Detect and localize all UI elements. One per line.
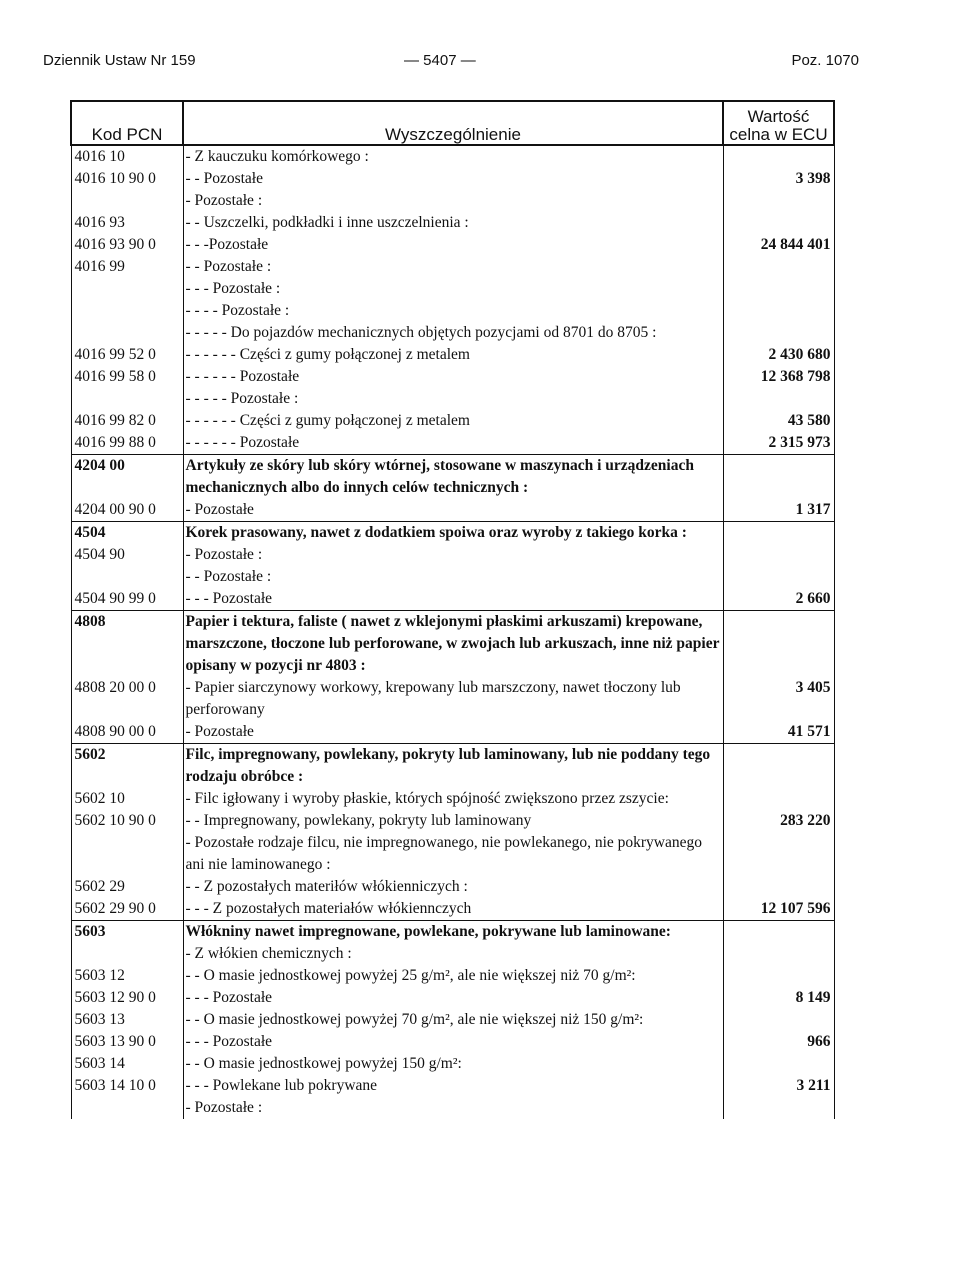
value-cell bbox=[723, 788, 834, 810]
value-cell bbox=[723, 278, 834, 300]
code-cell-text: 4808 90 00 0 bbox=[74, 723, 156, 740]
code-cell bbox=[71, 788, 183, 810]
value-cell bbox=[723, 300, 834, 322]
code-cell bbox=[71, 544, 183, 566]
description-cell bbox=[183, 611, 723, 678]
table-body bbox=[71, 145, 834, 1119]
code-cell-text: 4504 90 bbox=[74, 546, 125, 563]
value-cell bbox=[723, 1075, 834, 1097]
code-cell-text: 5603 13 bbox=[74, 1011, 125, 1028]
table-row bbox=[71, 344, 834, 366]
description-cell-text: - Pozostałe : bbox=[185, 1099, 263, 1116]
code-cell bbox=[71, 987, 183, 1009]
description-cell bbox=[183, 788, 723, 810]
value-cell-text: 283 220 bbox=[780, 812, 831, 829]
table-row bbox=[71, 388, 834, 410]
description-cell bbox=[183, 388, 723, 410]
table-row bbox=[71, 168, 834, 190]
code-cell bbox=[71, 921, 183, 944]
value-cell bbox=[723, 588, 834, 611]
code-cell bbox=[71, 256, 183, 278]
description-cell-text: Korek prasowany, nawet z dodatkiem spoiwa oraz wyroby z takiego korka : bbox=[185, 524, 687, 541]
table-row bbox=[71, 322, 834, 344]
description-cell bbox=[183, 921, 723, 944]
table-row bbox=[71, 677, 834, 721]
value-cell bbox=[723, 256, 834, 278]
code-cell-text: 4016 99 bbox=[74, 258, 125, 275]
table-row bbox=[71, 588, 834, 611]
description-cell-text: - - -Pozostałe bbox=[185, 236, 269, 253]
value-cell bbox=[723, 898, 834, 921]
value-cell-text: 1 317 bbox=[795, 501, 831, 518]
table-section-row bbox=[71, 744, 834, 789]
description-cell-text: - Filc igłowany i wyroby płaskie, których spójność zwiększono przez zszycie: bbox=[185, 790, 669, 807]
column-header-description: Wyszczególnienie bbox=[183, 101, 723, 145]
code-cell-text: 5603 bbox=[74, 923, 106, 940]
value-cell bbox=[723, 234, 834, 256]
value-cell bbox=[723, 1097, 834, 1119]
description-cell bbox=[183, 1053, 723, 1075]
code-cell-text: 4808 bbox=[74, 613, 106, 630]
description-cell-text: - - - - - - Pozostałe bbox=[185, 368, 300, 385]
value-cell-text: 8 149 bbox=[795, 989, 831, 1006]
description-cell-text: - - - Z pozostałych materiałów włókiennczych bbox=[185, 900, 472, 917]
description-cell bbox=[183, 344, 723, 366]
value-cell bbox=[723, 1009, 834, 1031]
code-cell-text: 5603 14 10 0 bbox=[74, 1077, 156, 1094]
code-cell-text: 5602 29 90 0 bbox=[74, 900, 156, 917]
description-cell-text: - - - Powlekane lub pokrywane bbox=[185, 1077, 378, 1094]
description-cell bbox=[183, 410, 723, 432]
description-cell bbox=[183, 1009, 723, 1031]
table-row bbox=[71, 1031, 834, 1053]
code-cell bbox=[71, 744, 183, 789]
value-cell-text: 24 844 401 bbox=[760, 236, 831, 253]
code-cell-text: 4016 93 90 0 bbox=[74, 236, 156, 253]
code-cell bbox=[71, 432, 183, 455]
value-cell bbox=[723, 921, 834, 944]
value-cell bbox=[723, 432, 834, 455]
code-cell bbox=[71, 366, 183, 388]
table-row bbox=[71, 544, 834, 566]
table-row bbox=[71, 721, 834, 744]
description-cell-text: - Pozostałe bbox=[185, 501, 254, 518]
code-cell-text: 4504 bbox=[74, 524, 106, 541]
code-cell bbox=[71, 611, 183, 678]
code-cell bbox=[71, 943, 183, 965]
description-cell-text: - - - - Pozostałe : bbox=[185, 302, 290, 319]
value-cell bbox=[723, 721, 834, 744]
code-cell bbox=[71, 876, 183, 898]
description-cell-text: - - - - - - Części z gumy połączonej z metalem bbox=[185, 412, 470, 429]
code-cell bbox=[71, 588, 183, 611]
description-cell bbox=[183, 744, 723, 789]
value-cell-text: 3 211 bbox=[796, 1077, 831, 1094]
code-cell-text: 5603 13 90 0 bbox=[74, 1033, 156, 1050]
value-cell bbox=[723, 499, 834, 522]
code-cell bbox=[71, 190, 183, 212]
value-cell-text: 41 571 bbox=[787, 723, 831, 740]
value-cell bbox=[723, 522, 834, 545]
table-row bbox=[71, 278, 834, 300]
value-cell bbox=[723, 388, 834, 410]
value-cell bbox=[723, 876, 834, 898]
description-cell-text: - - Pozostałe bbox=[185, 170, 263, 187]
page-header bbox=[43, 52, 859, 76]
table-row bbox=[71, 300, 834, 322]
description-cell-text: - - Uszczelki, podkładki i inne uszczelnienia : bbox=[185, 214, 469, 231]
value-cell-text: 966 bbox=[807, 1033, 831, 1050]
description-cell bbox=[183, 234, 723, 256]
description-cell bbox=[183, 300, 723, 322]
description-cell bbox=[183, 965, 723, 987]
table-row bbox=[71, 810, 834, 832]
description-cell-text: - - - - - - Pozostałe bbox=[185, 434, 300, 451]
code-cell-text: 4504 90 99 0 bbox=[74, 590, 156, 607]
code-cell-text: 5603 12 bbox=[74, 967, 125, 984]
code-cell-text: 4016 99 88 0 bbox=[74, 434, 156, 451]
code-cell bbox=[71, 898, 183, 921]
value-cell bbox=[723, 744, 834, 789]
description-cell-text: - Pozostałe : bbox=[185, 192, 263, 209]
table-row bbox=[71, 432, 834, 455]
value-cell bbox=[723, 566, 834, 588]
description-cell-text: - - Pozostałe : bbox=[185, 258, 272, 275]
code-cell bbox=[71, 1031, 183, 1053]
table-row bbox=[71, 1053, 834, 1075]
position-number: Poz. 1070 bbox=[791, 52, 859, 69]
description-cell-text: - - Impregnowany, powlekany, pokryty lub laminowany bbox=[185, 812, 532, 829]
value-cell bbox=[723, 1031, 834, 1053]
description-cell-text: Papier i tektura, faliste ( nawet z wklejonymi płaskimi arkuszami) krepowane, marszczone, tłoczone lub perforowane, w zwojach lub arkuszach, inne niż papier opisany w pozycji nr 4803 : bbox=[185, 613, 724, 674]
code-cell-text: 5603 12 90 0 bbox=[74, 989, 156, 1006]
value-cell-text: 2 315 973 bbox=[768, 434, 831, 451]
table-row bbox=[71, 898, 834, 921]
description-cell bbox=[183, 322, 723, 344]
description-cell bbox=[183, 366, 723, 388]
code-cell bbox=[71, 965, 183, 987]
table-row bbox=[71, 965, 834, 987]
description-cell bbox=[183, 721, 723, 744]
description-cell bbox=[183, 455, 723, 500]
description-cell bbox=[183, 898, 723, 921]
description-cell bbox=[183, 987, 723, 1009]
description-cell bbox=[183, 677, 723, 721]
value-cell bbox=[723, 544, 834, 566]
table-row bbox=[71, 212, 834, 234]
code-cell-text: 4204 00 90 0 bbox=[74, 501, 156, 518]
value-cell-text: 3 405 bbox=[795, 679, 831, 696]
value-cell bbox=[723, 832, 834, 876]
table-row bbox=[71, 943, 834, 965]
description-cell-text: Artykuły ze skóry lub skóry wtórnej, stosowane w maszynach i urządzeniach mechanicznych albo do innych celów technicznych : bbox=[185, 457, 698, 496]
description-cell bbox=[183, 278, 723, 300]
value-cell bbox=[723, 410, 834, 432]
code-cell bbox=[71, 677, 183, 721]
code-cell-text: 4016 99 52 0 bbox=[74, 346, 156, 363]
description-cell-text: - - Z pozostałych materiłów włókienniczych : bbox=[185, 878, 468, 895]
description-cell-text: Filc, impregnowany, powlekany, pokryty lub laminowany, lub nie poddany tego rodzaju obróbce : bbox=[185, 746, 715, 785]
code-cell bbox=[71, 344, 183, 366]
value-cell bbox=[723, 611, 834, 678]
value-cell bbox=[723, 212, 834, 234]
table-row bbox=[71, 566, 834, 588]
description-cell bbox=[183, 566, 723, 588]
table-row bbox=[71, 788, 834, 810]
table-section-row bbox=[71, 455, 834, 500]
column-header-code: Kod PCN bbox=[71, 101, 183, 145]
description-cell bbox=[183, 588, 723, 611]
code-cell bbox=[71, 234, 183, 256]
description-cell-text: - Z kauczuku komórkowego : bbox=[185, 148, 369, 165]
value-cell-text: 12 107 596 bbox=[760, 900, 831, 917]
description-cell-text: - Pozostałe : bbox=[185, 546, 263, 563]
table-section-row bbox=[71, 522, 834, 545]
code-cell bbox=[71, 212, 183, 234]
description-cell bbox=[183, 1075, 723, 1097]
description-cell-text: - Papier siarczynowy workowy, krepowany lub marszczony, nawet tłoczony lub perforowany bbox=[185, 679, 685, 718]
code-cell bbox=[71, 278, 183, 300]
code-cell bbox=[71, 1075, 183, 1097]
code-cell bbox=[71, 145, 183, 168]
description-cell bbox=[183, 168, 723, 190]
description-cell bbox=[183, 190, 723, 212]
column-header-value-line1: Wartość bbox=[747, 107, 810, 126]
description-cell bbox=[183, 876, 723, 898]
tariff-table bbox=[70, 100, 835, 1119]
code-cell bbox=[71, 168, 183, 190]
table-row bbox=[71, 145, 834, 168]
description-cell-text: - Pozostałe rodzaje filcu, nie impregnowanego, nie powlekanego, nie pokrywanego ani nie laminowanego : bbox=[185, 834, 706, 873]
table-row bbox=[71, 1075, 834, 1097]
description-cell-text: - - - - - Pozostałe : bbox=[185, 390, 299, 407]
code-cell bbox=[71, 1097, 183, 1119]
code-cell bbox=[71, 1053, 183, 1075]
code-cell bbox=[71, 1009, 183, 1031]
description-cell-text: - - - Pozostałe bbox=[185, 590, 273, 607]
table-section-row bbox=[71, 611, 834, 678]
value-cell bbox=[723, 987, 834, 1009]
table-row bbox=[71, 832, 834, 876]
table-row bbox=[71, 1009, 834, 1031]
description-cell-text: - - Pozostałe : bbox=[185, 568, 272, 585]
description-cell-text: - - - - - Do pojazdów mechanicznych objętych pozycjami od 8701 do 8705 : bbox=[185, 324, 657, 341]
code-cell bbox=[71, 300, 183, 322]
table-row bbox=[71, 876, 834, 898]
column-header-value-line2: celna w ECU bbox=[729, 125, 828, 144]
code-cell-text: 5602 10 90 0 bbox=[74, 812, 156, 829]
code-cell-text: 4016 93 bbox=[74, 214, 125, 231]
description-cell bbox=[183, 1097, 723, 1119]
code-cell-text: 5602 10 bbox=[74, 790, 125, 807]
value-cell bbox=[723, 965, 834, 987]
description-cell-text: Włókniny nawet impregnowane, powlekane, pokrywane lub laminowane: bbox=[185, 923, 671, 940]
code-cell-text: 4016 99 58 0 bbox=[74, 368, 156, 385]
description-cell-text: - - - Pozostałe bbox=[185, 1033, 273, 1050]
table-row bbox=[71, 1097, 834, 1119]
table-row bbox=[71, 987, 834, 1009]
description-cell bbox=[183, 522, 723, 545]
description-cell bbox=[183, 544, 723, 566]
code-cell bbox=[71, 566, 183, 588]
description-cell-text: - - - - - - Części z gumy połączonej z metalem bbox=[185, 346, 470, 363]
journal-title: Dziennik Ustaw Nr 159 bbox=[43, 52, 196, 69]
value-cell bbox=[723, 677, 834, 721]
table-section-row bbox=[71, 921, 834, 944]
value-cell bbox=[723, 344, 834, 366]
code-cell bbox=[71, 721, 183, 744]
code-cell-text: 5602 29 bbox=[74, 878, 125, 895]
code-cell bbox=[71, 832, 183, 876]
description-cell bbox=[183, 432, 723, 455]
description-cell-text: - - O masie jednostkowej powyżej 25 g/m², ale nie większej niż 70 g/m²: bbox=[185, 967, 636, 984]
value-cell-text: 12 368 798 bbox=[760, 368, 831, 385]
table-row bbox=[71, 410, 834, 432]
description-cell-text: - - - Pozostałe bbox=[185, 989, 273, 1006]
code-cell bbox=[71, 499, 183, 522]
value-cell bbox=[723, 366, 834, 388]
value-cell-text: 2 660 bbox=[795, 590, 831, 607]
code-cell-text: 5603 14 bbox=[74, 1055, 125, 1072]
value-cell-text: 43 580 bbox=[787, 412, 831, 429]
table-row bbox=[71, 234, 834, 256]
code-cell bbox=[71, 322, 183, 344]
code-cell bbox=[71, 388, 183, 410]
description-cell bbox=[183, 145, 723, 168]
table-row bbox=[71, 256, 834, 278]
value-cell-text: 3 398 bbox=[795, 170, 831, 187]
value-cell bbox=[723, 943, 834, 965]
description-cell bbox=[183, 256, 723, 278]
table-row bbox=[71, 366, 834, 388]
code-cell bbox=[71, 410, 183, 432]
code-cell-text: 4016 99 82 0 bbox=[74, 412, 156, 429]
value-cell bbox=[723, 145, 834, 168]
value-cell bbox=[723, 810, 834, 832]
description-cell bbox=[183, 499, 723, 522]
description-cell-text: - - - Pozostałe : bbox=[185, 280, 281, 297]
code-cell-text: 4016 10 90 0 bbox=[74, 170, 156, 187]
value-cell bbox=[723, 168, 834, 190]
description-cell bbox=[183, 810, 723, 832]
value-cell bbox=[723, 1053, 834, 1075]
description-cell-text: - - O masie jednostkowej powyżej 70 g/m², ale nie większej niż 150 g/m²: bbox=[185, 1011, 644, 1028]
code-cell-text: 4204 00 bbox=[74, 457, 125, 474]
code-cell bbox=[71, 522, 183, 545]
description-cell bbox=[183, 1031, 723, 1053]
description-cell-text: - Pozostałe bbox=[185, 723, 254, 740]
code-cell bbox=[71, 455, 183, 500]
value-cell-text: 2 430 680 bbox=[768, 346, 831, 363]
description-cell bbox=[183, 943, 723, 965]
code-cell-text: 5602 bbox=[74, 746, 106, 763]
description-cell bbox=[183, 832, 723, 876]
description-cell-text: - Z włókien chemicznych : bbox=[185, 945, 352, 962]
code-cell-text: 4016 10 bbox=[74, 148, 125, 165]
column-header-value bbox=[723, 101, 834, 145]
description-cell bbox=[183, 212, 723, 234]
value-cell bbox=[723, 455, 834, 500]
table-row bbox=[71, 190, 834, 212]
value-cell bbox=[723, 322, 834, 344]
code-cell bbox=[71, 810, 183, 832]
value-cell bbox=[723, 190, 834, 212]
code-cell-text: 4808 20 00 0 bbox=[74, 679, 156, 696]
table-header-row bbox=[71, 101, 834, 145]
table-row bbox=[71, 499, 834, 522]
page-number: — 5407 — bbox=[404, 52, 476, 69]
description-cell-text: - - O masie jednostkowej powyżej 150 g/m²: bbox=[185, 1055, 462, 1072]
